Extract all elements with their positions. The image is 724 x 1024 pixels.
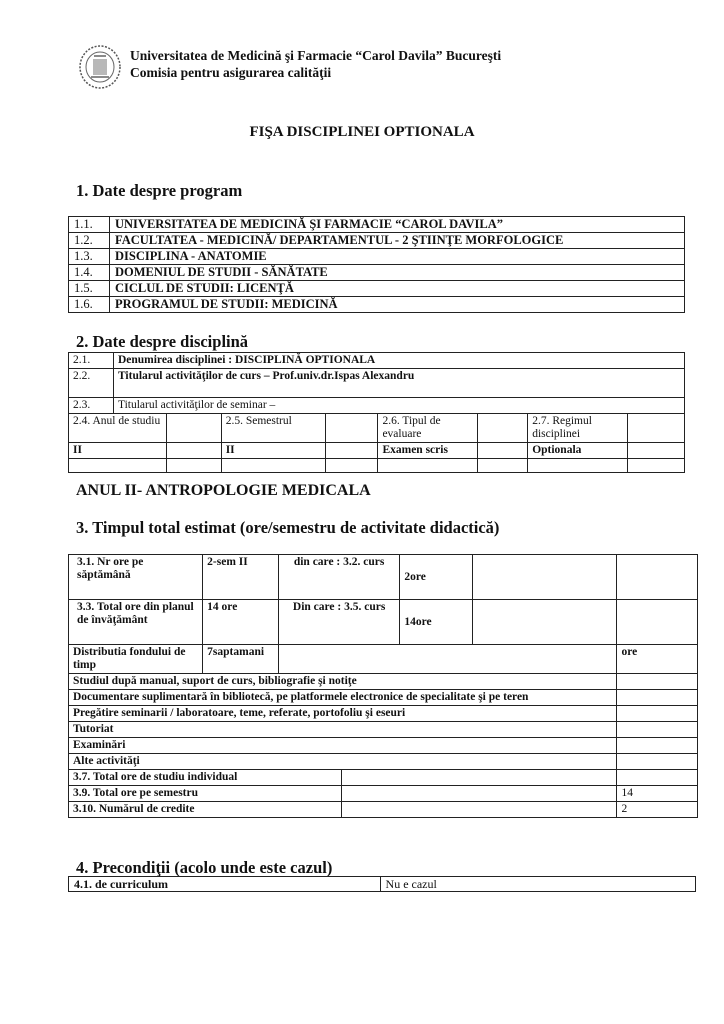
table-row [69,398,685,414]
total-course-value: 14ore [400,600,473,645]
table-row [69,249,685,265]
credits-label: 3.10. Numărul de credite [69,802,342,818]
university-name: Universitatea de Medicină şi Farmacie “Carol Davila” Bucureşti [130,48,502,63]
individual-study-label: 3.7. Total ore de studiu individual [69,770,342,786]
total-hours-value: 14 ore [203,600,279,645]
evaluation-value: Examen scris [378,443,478,459]
course-hours-value: 2ore [400,555,473,600]
semester-value: II [221,443,325,459]
table-row [69,555,698,600]
row-text: DISCIPLINA - ANATOMIE [110,249,685,265]
section3-title: 3. Timpul total estimat (ore/semestru de activitate didactică) [76,518,500,537]
semester-total-value: 14 [617,786,698,802]
activity-label: Pregătire seminarii / laboratoare, teme, referate, portofoliu şi eseuri [69,706,617,722]
table-row [69,690,698,706]
table-row [69,233,685,249]
table-row [69,217,685,233]
table-row [69,802,698,818]
table-row [69,770,698,786]
year-header: 2.4. Anul de studiu [69,414,167,443]
row-text: DOMENIUL DE STUDII - SĂNĂTATE [110,265,685,281]
activity-label: Studiul după manual, suport de curs, bibliografie şi notiţe [69,674,617,690]
table-row [69,722,698,738]
program-table [68,216,685,313]
activity-label: Alte activităţi [69,754,617,770]
seminar-holder: Titularul activităţilor de seminar – [113,398,684,414]
semester-header: 2.5. Semestrul [221,414,325,443]
table-row [69,265,685,281]
course-hours-label: din care : 3.2. curs [278,555,399,600]
activity-label: Examinări [69,738,617,754]
curriculum-value: Nu e cazul [380,877,695,892]
commission-name: Comisia pentru asigurarea calităţii [130,65,332,80]
row-text: PROGRAMUL DE STUDII: MEDICINĂ [110,297,685,313]
activity-label: Tutoriat [69,722,617,738]
table-row [69,600,698,645]
section4-title: 4. Precondiţii (acolo unde este cazul) [76,858,333,877]
document-title: FIŞA DISCIPLINEI OPTIONALA [249,124,475,140]
row-number: 2.2. [69,369,114,398]
row-text: FACULTATEA - MEDICINĂ/ DEPARTAMENTUL - 2 ŞTIINŢE MORFOLOGICE [110,233,685,249]
distribution-unit: ore [617,645,698,674]
row-number: 1.4. [69,265,110,281]
row-number: 2.1. [69,353,114,369]
table-row [69,645,698,674]
table-row [69,281,685,297]
table-row [69,754,698,770]
table-row [69,297,685,313]
table-row [69,877,696,892]
table-row [69,674,698,690]
row-number: 1.6. [69,297,110,313]
section1-title: 1. Date despre program [76,181,243,200]
table-row [69,738,698,754]
table-row [69,369,685,398]
row-number: 1.3. [69,249,110,265]
row-number: 2.3. [69,398,114,414]
discipline-name: Denumirea disciplinei : DISCIPLINĂ OPTIONALA [113,353,684,369]
curriculum-label: 4.1. de curriculum [69,877,381,892]
regime-header: 2.7. Regimul disciplinei [528,414,628,443]
section2-title: 2. Date despre disciplină [76,332,249,351]
row-number: 1.1. [69,217,110,233]
distribution-label: Distributia fondului de timp [69,645,203,674]
hours-per-week-label: 3.1. Nr ore pe săptămână [69,555,203,600]
row-number: 1.5. [69,281,110,297]
credits-value: 2 [617,802,698,818]
table-row [69,459,685,473]
regime-value: Optionala [528,443,628,459]
total-hours-label: 3.3. Total ore din planul de învăţământ [69,600,203,645]
university-seal-logo [78,44,122,90]
hours-per-week-value: 2-sem II [203,555,279,600]
row-text: CICLUL DE STUDII: LICENŢĂ [110,281,685,297]
year-value: II [69,443,167,459]
table-row [69,443,685,459]
total-course-label: Din care : 3.5. curs [278,600,399,645]
discipline-table [68,352,685,473]
activity-label: Documentare suplimentară în bibliotecă, pe platformele electronice de specialitate şi pe teren [69,690,617,706]
row-number: 1.2. [69,233,110,249]
table-row [69,414,685,443]
row-text: UNIVERSITATEA DE MEDICINĂ ŞI FARMACIE “CAROL DAVILA” [110,217,685,233]
year-course-heading: ANUL II- ANTROPOLOGIE MEDICALA [76,482,371,499]
time-table [68,554,698,818]
table-row [69,786,698,802]
distribution-value: 7saptamani [203,645,279,674]
table-row [69,706,698,722]
table-row [69,353,685,369]
preconditions-table [68,876,696,892]
evaluation-header: 2.6. Tipul de evaluare [378,414,478,443]
course-holder: Titularul activităţilor de curs – Prof.univ.dr.Ispas Alexandru [113,369,684,398]
semester-total-label: 3.9. Total ore pe semestru [69,786,342,802]
